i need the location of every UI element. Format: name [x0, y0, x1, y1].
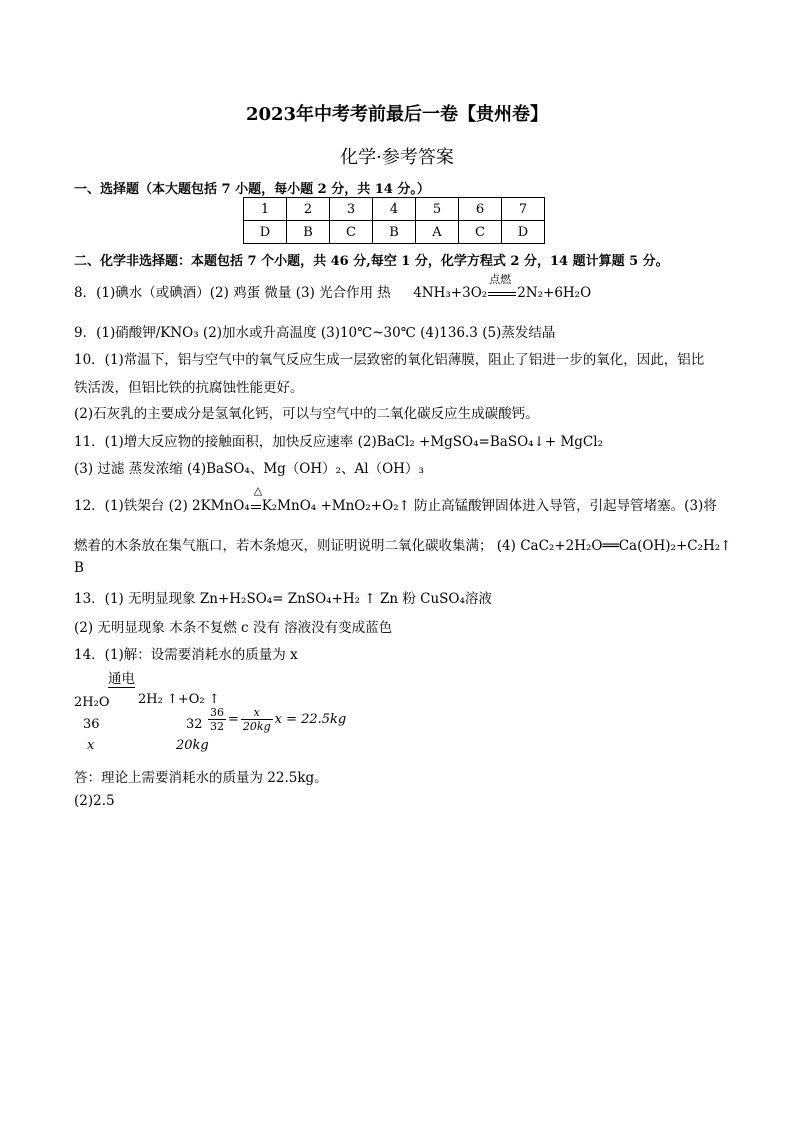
q12-equation-sign [250, 484, 263, 514]
question-10-line3: (2)石灰乳的主要成分是氢氧化钙，可以与空气中的二氧化碳反应生成碳酸钙。 [74, 406, 539, 422]
q14-unknown-x: x [87, 738, 95, 753]
table-cell: 1 [244, 198, 287, 221]
q12-prefix: 12．(1)铁架台 (2) 2KMnO₄ [74, 498, 250, 514]
page-title: 2023年中考考前最后一卷【贵州卷】 [245, 104, 549, 125]
question-10-line1: 10．(1)常温下，铝与空气中的氧气反应生成一层致密的氧化铝薄膜，阻止了铝进一步的氧化，因此，铝比 [74, 352, 705, 368]
double-line-icon [251, 505, 261, 509]
table-cell: 2 [287, 198, 330, 221]
table-cell: 6 [459, 198, 502, 221]
table-cell: D [244, 221, 287, 244]
question-12-line3: B [74, 560, 84, 576]
question-11-line2: (3) 过滤 蒸发浓缩 (4)BaSO₄、Mg（OH）₂、Al（OH）₃ [74, 461, 424, 477]
question-13-line2: (2) 无明显现象 木条不复燃 c 没有 溶液没有变成蓝色 [74, 620, 393, 636]
fraction-denominator: 20kg [242, 720, 271, 733]
q12-equation-right: K₂MnO₄ +MnO₂+O₂↑ [261, 498, 410, 514]
table-cell: D [502, 221, 545, 244]
fraction-numerator: x [241, 706, 273, 720]
q8-text: 8．(1)碘水（或碘酒）(2) 鸡蛋 微量 (3) 光合作用 热 [74, 285, 391, 301]
answer-table-answer-row [244, 221, 545, 244]
question-9: 9．(1)硝酸钾/KNO₃ (2)加水或升高温度 (3)10℃~30℃ (4)136.3 (5)蒸发结晶 [74, 325, 556, 341]
q14-answer: 答：理论上需要消耗水的质量为 22.5kg。 [74, 770, 328, 786]
q14-condition: 通电 [108, 671, 135, 687]
q12-condition: △ [253, 484, 263, 497]
question-8 [74, 273, 592, 301]
question-12-line1 [74, 484, 717, 514]
fraction-numerator: 36 [210, 706, 224, 719]
q14-part2: (2)2.5 [74, 793, 115, 809]
table-cell: 3 [330, 198, 373, 221]
answer-table-number-row [244, 198, 545, 221]
q14-mass-water: 36 [83, 717, 100, 732]
table-cell: C [459, 221, 502, 244]
question-13-line1: 13．(1) 无明显现象 Zn+H₂SO₄= ZnSO₄+H₂ ↑ Zn 粉 CuSO₄溶液 [74, 591, 492, 607]
q8-equation-left: 4NH₃+3O₂ [413, 285, 488, 301]
double-line-icon [488, 292, 516, 296]
q14-fraction-1 [208, 706, 226, 733]
q14-mass-oxygen: 32 [186, 717, 203, 732]
q8-equation-right: 2N₂+6H₂O [517, 285, 592, 301]
fraction-denominator: 32 [210, 720, 224, 733]
q14-fraction-2 [241, 706, 273, 733]
q14-equation-left: 2H₂O [74, 695, 110, 710]
section1-heading: 一、选择题（本大题包括 7 小题，每小题 2 分，共 14 分。） [74, 182, 430, 197]
table-cell: 7 [502, 198, 545, 221]
q14-equation-right: 2H₂ ↑+O₂ ↑ [138, 692, 220, 707]
q14-mass-given: 20kg [176, 738, 209, 753]
q12-suffix: 防止高锰酸钾固体进入导管，引起导管堵塞。(3)将 [409, 498, 717, 514]
question-10-line2: 铁活泼，但铝比铁的抗腐蚀性能更好。 [74, 380, 304, 396]
q14-equals: = [228, 712, 239, 727]
q14-result: x = 22.5kg [274, 712, 347, 727]
table-cell: B [373, 221, 416, 244]
table-cell: B [287, 221, 330, 244]
table-cell: 4 [373, 198, 416, 221]
table-cell: A [416, 221, 459, 244]
q14-proportion [206, 706, 346, 733]
section2-heading: 二、化学非选择题：本题包括 7 个小题，共 46 分,每空 1 分，化学方程式 2 分，14 题计算题 5 分。 [74, 254, 669, 269]
q8-equation-sign [487, 273, 517, 301]
answer-table [243, 197, 545, 244]
page-subtitle: 化学·参考答案 [340, 147, 454, 168]
question-12-line2: 燃着的木条放在集气瓶口，若木条熄灭，则证明说明二氧化碳收集满； (4) CaC₂+2H₂O══Ca(OH)₂+C₂H₂↑ [74, 538, 732, 554]
table-cell: 5 [416, 198, 459, 221]
q8-condition: 点燃 [489, 273, 512, 286]
question-14-line1: 14．(1)解：设需要消耗水的质量为 x [74, 647, 298, 663]
question-11-line1: 11．(1)增大反应物的接触面积，加快反应速率 (2)BaCl₂ +MgSO₄=BaSO₄↓+ MgCl₂ [74, 434, 603, 450]
table-cell: C [330, 221, 373, 244]
